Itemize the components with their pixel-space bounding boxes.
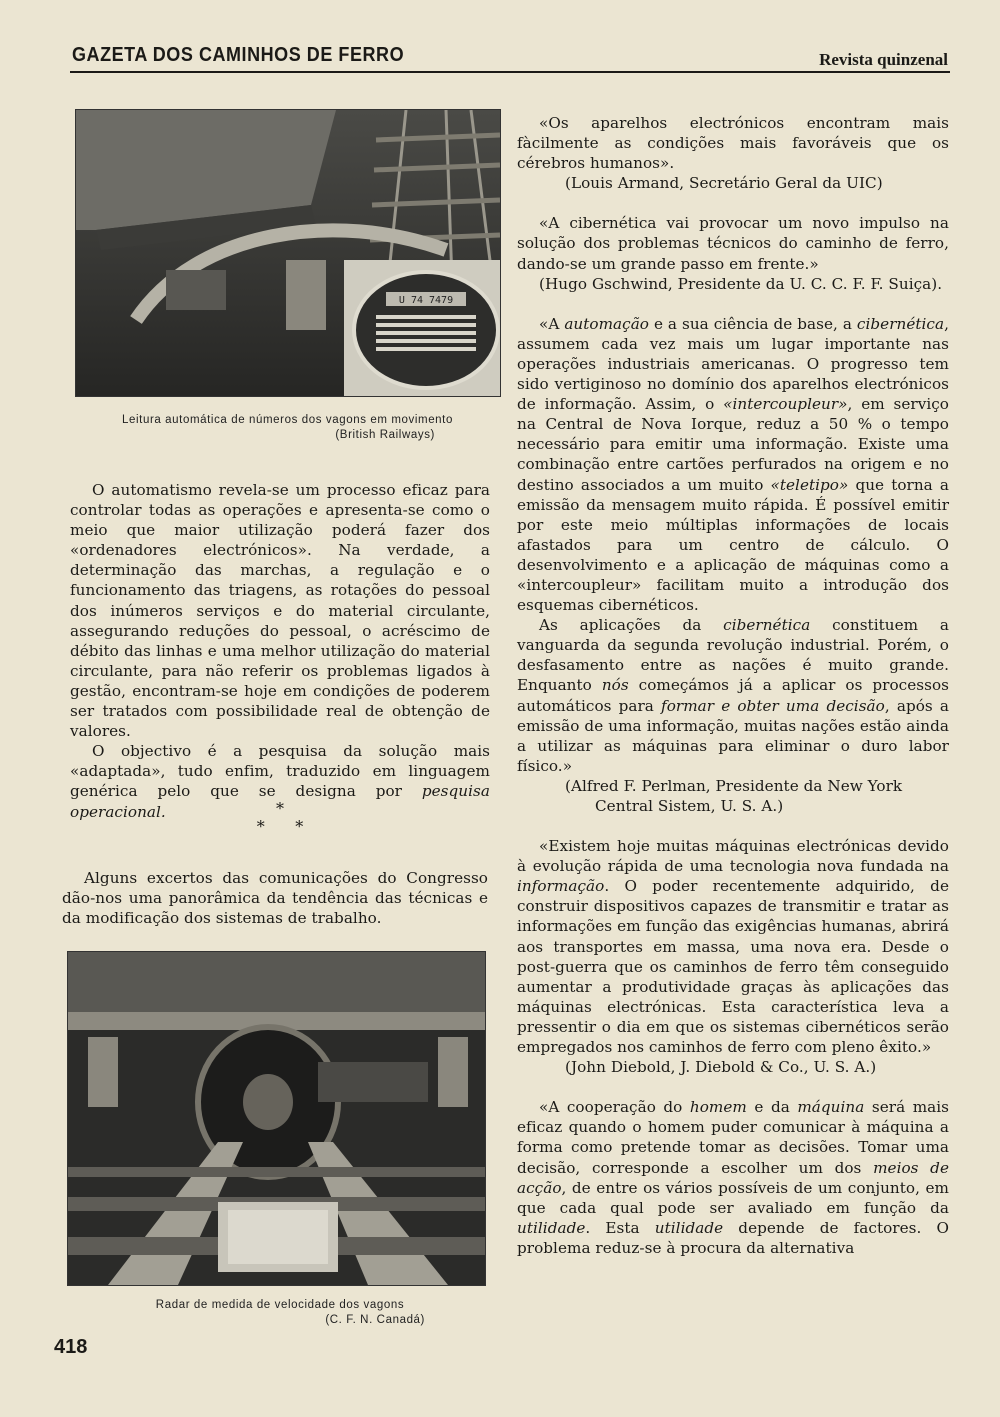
q6-text-d: , de entre os vários possíveis de um conjunto, em que cada qual pode ser avaliado em função da — [517, 1178, 949, 1217]
separator-star-top: * — [276, 799, 284, 818]
paragraph-automatismo: O automatismo revela-se um processo eficaz para controlar todas as operações e apresenta-se como o meio que maior utilização poderá fazer dos «ordenadores electrónicos». Na verdade, a determinação das marchas, a regulação e o funcionamento das triagens, as rotações do pessoal dos inúmeros serviços e do material circulante, assegurando reduções do pessoal, o acréscimo de débito das linhas e uma melhor utilização do material circulante, para não referir os problemas ligados à gestão, encontram-se hoje em condições de poderem ser tratados com possibilidade real de obtenção de valores. — [70, 481, 490, 741]
q6-emphasis-3: meios de acção — [517, 1158, 949, 1197]
quote-diebold — [517, 836, 949, 1057]
q3-text-e: que torna a emissão da mensagem muito rápida. É possível emitir por este meio múltiplas informações de locais afastados para um centro de cálculo. O desenvolvimento e a aplicação de máquinas como a «intercoupleur» facilitam muito a introdução dos esquemas cibernéticos. — [517, 475, 949, 615]
q5-text-a: «Existem hoje muitas máquinas electrónicas devido à evolução rápida de uma tecnologia nova fundada na — [517, 837, 949, 876]
quote-cooperacao — [517, 1097, 949, 1258]
q5-emphasis: informação — [517, 877, 605, 896]
q4-text-c: começámos já a aplicar os processos automáticos para — [517, 676, 950, 715]
quote-gschwind: «A cibernética vai provocar um novo impulso na solução dos problemas técnicos do caminho de ferro, dando-se um grande passo em frente.» — [517, 214, 949, 273]
q4-emphasis-3: formar e obter uma decisão — [661, 696, 885, 715]
figure-caption-1 — [100, 413, 475, 443]
photo-speed-radar-image — [68, 952, 485, 1285]
right-column-text — [517, 113, 949, 1258]
photo-wagon-number-reader-image — [76, 110, 500, 396]
q3-text-c: , assumem cada vez mais um lugar importante nas operações industriais americanas. O progresso tem sido vertiginoso no domínio dos aparelhos electrónicos de informação. Assim, o — [517, 314, 949, 414]
separator-stars-bottom: * * — [256, 817, 304, 836]
caption-1-credit: (British Railways) — [335, 429, 435, 441]
magazine-title: GAZETA DOS CAMINHOS DE FERRO — [72, 44, 405, 66]
paragraph-objectivo-text: O objectivo é a pesquisa da solução mais «adaptada», tudo enfim, traduzido em linguagem genérica pelo que se designa por — [70, 742, 490, 801]
number-plate-text: U 74 7479 — [398, 295, 454, 306]
caption-1-line1: Leitura automática de números dos vagons em movimento — [122, 414, 453, 426]
q4-emphasis-2: nós — [601, 676, 629, 695]
q6-emphasis-2: máquina — [797, 1098, 865, 1117]
q4-text-a: As aplicações da — [539, 616, 724, 635]
caption-2-credit: (C. F. N. Canadá) — [325, 1314, 425, 1326]
paragraph-excertos: Alguns excertos das comunicações do Congresso dão-nos uma panorâmica da tendência das técnicas e da modificação dos sistemas de trabalho. — [62, 869, 488, 928]
photo-speed-radar — [67, 951, 486, 1286]
q5-text-b: . O poder recentemente adquirido, de construir dispositivos capazes de transmitir e tratar as informações em função das exigências humanas, abrirá aos transportes em massa, uma nova era. Desde o post-guerra que os caminhos de ferro têm conseguido aumentar a produtividade graças às aplicações das máquinas electrónicas. Esta característica leva a pressentir o dia em que os sistemas cibernéticos serão empregados nos caminhos de ferro com pleno êxito.» — [517, 877, 949, 1057]
q3-emphasis-1: automação — [564, 314, 650, 333]
caption-2-line1: Radar de medida de velocidade dos vagons — [155, 1299, 405, 1311]
citation-perlman-line2: Central Sistem, U. S. A.) — [595, 797, 784, 815]
paragraph-objectivo-emphasis: pesquisa operacional. — [70, 782, 490, 821]
q6-text-c: será mais eficaz quando o homem puder comunicar à máquina a forma como pretende tomar as decisões. Tomar uma decisão, corresponde a escolher um dos — [517, 1098, 949, 1177]
figure-caption-2 — [95, 1298, 465, 1328]
citation-gschwind: (Hugo Gschwind, Presidente da U. C. C. F. F. Suiça). — [539, 274, 943, 293]
page-number: 418 — [54, 1336, 88, 1358]
q3-text-b: e a sua ciência de base, a — [649, 314, 857, 333]
q6-text-a: «A cooperação do — [539, 1098, 690, 1117]
q6-text-e: . Esta — [585, 1218, 655, 1237]
q6-emphasis-4: utilidade — [517, 1218, 586, 1237]
q3-emphasis-3: «intercoupleur» — [723, 395, 848, 414]
header-rule — [70, 71, 950, 73]
q3-emphasis-2: cibernética — [856, 314, 945, 333]
citation-armand: (Louis Armand, Secretário Geral da UIC) — [565, 174, 883, 193]
q3-emphasis-4: «teletipo» — [770, 475, 849, 494]
q4-text-b: constituem a vanguarda da segunda revolução industrial. Porém, o desfasamento entre as nações é muito grande. Enquanto — [517, 616, 949, 695]
section-separator-stars — [230, 800, 330, 836]
quote-perlman-part2 — [517, 615, 949, 776]
q6-text-b: e da — [746, 1098, 798, 1117]
q6-text-f: depende de factores. O problema reduz-se à procura da alternativa — [517, 1218, 949, 1257]
magazine-subtitle: Revista quinzenal — [819, 50, 948, 69]
q6-emphasis-5: utilidade — [654, 1218, 724, 1237]
photo-wagon-number-reader — [75, 109, 501, 397]
q6-emphasis-1: homem — [689, 1098, 747, 1117]
quote-armand: «Os aparelhos electrónicos encontram mais fàcilmente as condições mais favoráveis que os cérebros humanos». — [517, 114, 949, 173]
left-column-text — [70, 480, 490, 822]
q3-text-d: , em serviço na Central de Nova Iorque, reduz a 50 % o tempo necessário para emitir uma informação. Existe uma combinação entre cartões perfurados na origem e no destino associados a um muito — [517, 395, 949, 494]
q3-text-a: «A — [539, 314, 565, 333]
q4-text-d: , após a emissão de uma informação, muitas nações estão ainda a utilizar as máquinas para eliminar o duro labor físico.» — [517, 696, 949, 775]
citation-perlman-line1: (Alfred F. Perlman, Presidente da New York — [565, 776, 903, 795]
left-column-intro — [62, 868, 488, 928]
q4-emphasis-1: cibernética — [723, 616, 811, 635]
quote-perlman-part1 — [517, 314, 949, 615]
citation-diebold: (John Diebold, J. Diebold & Co., U. S. A.) — [565, 1058, 877, 1077]
